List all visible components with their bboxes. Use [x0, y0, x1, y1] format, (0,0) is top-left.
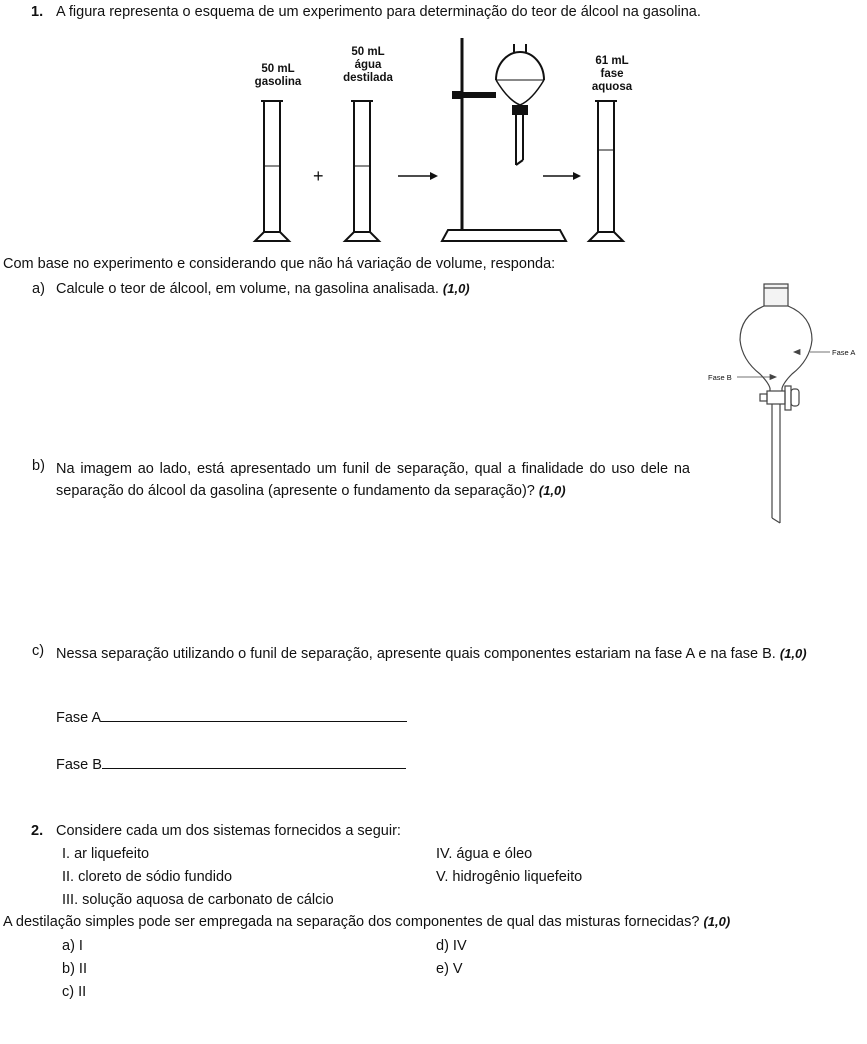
graduated-cylinder-gasoline [255, 101, 289, 241]
experiment-diagram [0, 0, 867, 260]
q1b-marker: b) [32, 458, 45, 474]
q2-points: (1,0) [703, 914, 731, 929]
q1b-points: (1,0) [538, 483, 566, 498]
system-ii: II. cloreto de sódio fundido [62, 869, 233, 885]
system-iv: IV. água e óleo [436, 846, 533, 862]
q1c-text: Nessa separação utilizando o funil de separação, apresente quais componentes estariam na fase A e na fase B. (1,0) [56, 646, 807, 662]
label-gasoline: 50 mL gasolina [254, 63, 302, 88]
q1a-marker: a) [32, 281, 45, 297]
phase-b-label: Fase B [708, 373, 732, 382]
fase-a-blank[interactable] [101, 709, 407, 722]
graduated-cylinder-aqueous [589, 101, 623, 241]
q1a-text: Calcule o teor de álcool, em volume, na gasolina analisada. (1,0) [56, 281, 470, 297]
ring-stand [442, 38, 566, 241]
option-b[interactable]: b) II [62, 961, 87, 977]
q1c-marker: c) [32, 643, 45, 659]
plus-sign: + [313, 166, 324, 186]
q1c-points: (1,0) [779, 646, 807, 661]
q2-statement: Considere cada um dos sistemas fornecidos a seguir: [56, 823, 401, 839]
q1-statement: A figura representa o esquema de um experimento para determinação do teor de álcool na gasolina. [56, 4, 701, 20]
graduated-cylinder-water [345, 101, 379, 241]
q1-number: 1. [31, 4, 44, 20]
option-e[interactable]: e) V [436, 961, 463, 977]
option-c[interactable]: c) II [62, 984, 87, 1000]
phase-a-label: Fase A [832, 348, 856, 357]
q1-intro: Com base no experimento e considerando que não há variação de volume, responda: [3, 256, 556, 272]
system-v: V. hidrogênio liquefeito [436, 869, 583, 885]
option-a[interactable]: a) I [62, 938, 83, 954]
q2-number: 2. [31, 823, 44, 839]
q1b-text: Na imagem ao lado, está apresentado um funil de separação, qual a finalidade do uso dele na separação do álcool da gasolina (apresente o fundamento da separação)? (1,0) [56, 461, 690, 499]
fase-b-blank[interactable] [102, 756, 406, 769]
system-iii: III. solução aquosa de carbonato de cálcio [62, 892, 334, 908]
fase-b-answer-line: Fase B [56, 756, 406, 773]
label-water: 50 mL água destilada [343, 46, 393, 84]
q1a-points: (1,0) [442, 281, 470, 296]
separatory-funnel-illustration [700, 278, 840, 538]
system-i: I. ar liquefeito [62, 846, 150, 862]
figure-separatory-funnel [496, 44, 544, 165]
q2-question: A destilação simples pode ser empregada na separação dos componentes de qual das misturas fornecidas? (1,0) [3, 914, 731, 930]
arrows [398, 172, 581, 180]
option-d[interactable]: d) IV [436, 938, 467, 954]
label-aqueous-phase: 61 mL fase aquosa [591, 55, 633, 93]
fase-a-answer-line: Fase A [56, 709, 407, 726]
